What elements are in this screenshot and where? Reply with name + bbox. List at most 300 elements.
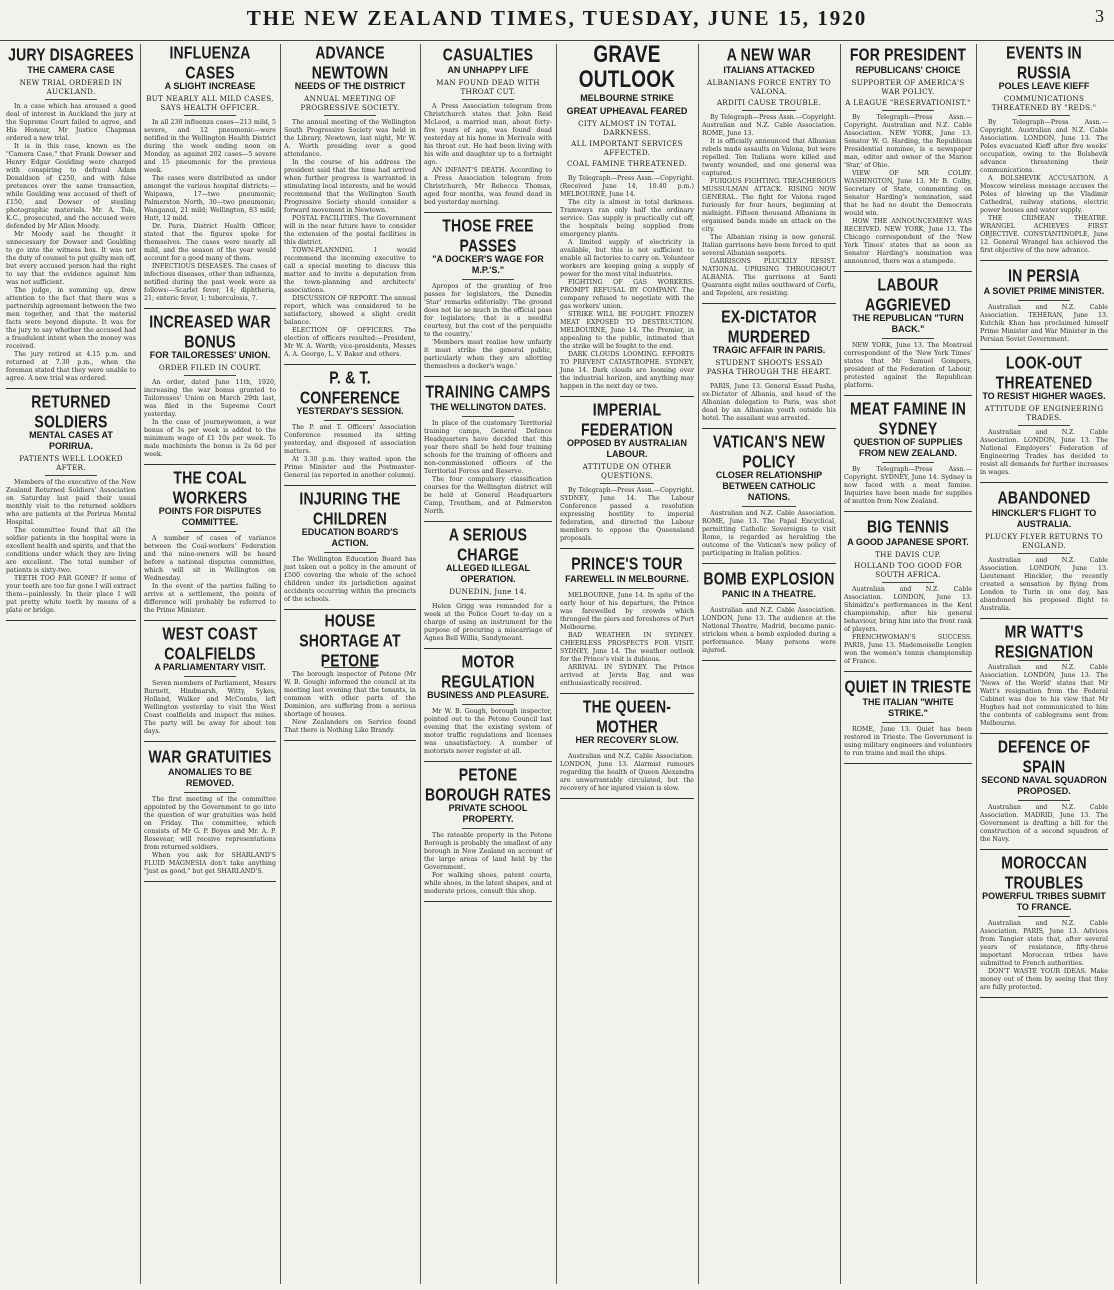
article-divider	[424, 761, 552, 762]
article-headline: MOROCCAN TROUBLES	[1001, 852, 1087, 892]
article	[844, 46, 972, 272]
article-subheading: ALBANIANS FORCE ENTRY TO VALONA.	[706, 78, 831, 96]
article-body	[6, 479, 136, 615]
article-subheading: MELBOURNE STRIKE	[580, 93, 674, 103]
article-divider	[844, 271, 972, 272]
article-divider	[702, 303, 836, 304]
article-subheading: SECOND NAVAL SQUADRON PROPOSED.	[981, 775, 1107, 796]
article-paragraph: FURIOUS FIGHTING. TREACHEROUS MUSSULMAN ATTACK. RISING NOW GENERAL. The fight for Valona raged furiously for four hours, beginning at midnight. Fifteen thousand Albanians in organised bands made an attack on the city.	[702, 178, 836, 233]
headline-separator	[1018, 553, 1069, 554]
article-divider	[980, 482, 1108, 483]
article-paragraph: TEETH TOO FAR GONE? If some of your teeth are too far gone I will extract them—painlessly. In their place I will put pretty white teeth by means of a plate or bridge.	[6, 575, 136, 614]
column-6	[700, 42, 838, 1286]
article-headline: PETONE BOROUGH RATES	[424, 764, 551, 804]
article-divider	[702, 428, 836, 429]
article-paragraph: HOW THE ANNOUNCEMENT WAS RECEIVED. NEW YORK, June 13. The Chicago correspondent of the 'New York Times' states that as soon as Senator Harding's nomination was announced, there was a stampede.	[844, 218, 972, 265]
article-headline: THE QUEEN-MOTHER	[582, 696, 672, 736]
article-subheading: ATTITUDE ON OTHER QUESTIONS.	[582, 462, 672, 480]
article	[844, 518, 972, 672]
headline-separator	[45, 99, 97, 100]
article-body	[424, 832, 552, 896]
article-body	[6, 103, 136, 383]
article-paragraph: NEW YORK, June 13. The Montreal correspondent of the 'New York Times' states that Mr Samuel Gompers, president of the Federation of Labour, protested against the Republican platform.	[844, 342, 972, 389]
article-subheading: A LEAGUE "RESERVATIONIST."	[845, 98, 971, 107]
article-body	[144, 796, 276, 876]
article-paragraph: Apropos of the granting of free passes for legislators, the Dunedin 'Star' remarks editorially: 'The ground does not lie so much in the official pass for legislators; that is a needful courtesy, but the cost of the perquisite to the country.'	[424, 283, 552, 338]
article-subheading: PANIC IN A THEATRE.	[722, 589, 816, 599]
article-paragraph: Australian and N.Z. Cable Association. LONDON, June 13. Lieutenant Hinckler, the recently created a sensation by flying from London to Turin in one day, has abandoned his proposed flight to Australia.	[980, 557, 1108, 612]
article-headline: INFLUENZA CASES	[169, 42, 251, 82]
article-body	[980, 920, 1108, 992]
article-subheading: ORDER FILED IN COURT.	[158, 363, 262, 372]
article-body	[702, 114, 836, 298]
article-headline: GRAVE OUTLOOK	[578, 42, 676, 93]
article-subheading: COAL FAMINE THREATENED.	[567, 159, 687, 168]
headline-separator	[1018, 800, 1069, 801]
article-paragraph: The committee found that all the soldier patients in the hospital were in excellent health and spirits, and that the conditions under which they are living are excellent. The total number of patients is sixty-two.	[6, 527, 136, 574]
article-paragraph: By Telegraph—Press Assn.—Copyright. SYDNEY, June 14. The Labour Conference passed a resolution expressing hostility to imperial federation, and directed the Labour members to oppose the Queensland proposals.	[560, 487, 694, 542]
article	[424, 383, 552, 522]
article-subheading: DUNEDIN, June 14.	[449, 587, 527, 596]
article-paragraph: The judge, in summing up, drew attention to the fact that there was a partnership agreement between the two men together, and that the material facts were beyond dispute. It was for the jury to say whether the accused had a fraudulent intent when the money was received.	[6, 287, 136, 350]
article	[844, 398, 972, 512]
headline-separator	[324, 420, 377, 421]
headline-separator	[1018, 115, 1069, 116]
article-subheading: CLOSER RELATIONSHIP BETWEEN CATHOLIC NATIONS.	[715, 470, 823, 502]
article-divider	[560, 548, 694, 549]
article-body	[702, 510, 836, 558]
article-paragraph: New Zealanders on Service found That there is Nothing Like Brandy.	[284, 719, 416, 734]
article	[6, 391, 136, 621]
column-rule	[698, 44, 699, 1284]
article	[702, 570, 836, 661]
headline-separator	[462, 99, 513, 100]
article-body	[424, 420, 552, 516]
article-paragraph: Members of the executive of the New Zealand Returned Soldiers' Association on Saturday last paid their usual monthly visit to the returned soldiers who are patients at the Porirua Mental Hospital.	[6, 479, 136, 526]
article	[980, 489, 1108, 619]
article-headline: QUIET IN TRIESTE	[844, 676, 972, 696]
article-divider	[844, 763, 972, 764]
article	[560, 399, 694, 549]
headline-separator	[742, 506, 796, 507]
article-subheading: EDUCATION BOARD'S ACTION.	[301, 527, 399, 548]
article-divider	[144, 464, 276, 465]
article	[284, 610, 416, 741]
column-5	[558, 42, 696, 1286]
article-body	[424, 283, 552, 371]
article-body	[284, 556, 416, 604]
article-divider	[144, 881, 276, 882]
article	[980, 352, 1108, 483]
article	[144, 42, 276, 309]
headline-separator	[1018, 300, 1069, 301]
article	[560, 555, 694, 694]
column-rule	[840, 44, 841, 1284]
headline-separator	[882, 338, 933, 339]
article-divider	[702, 660, 836, 661]
headline-separator	[184, 792, 237, 793]
article-headline: IN PERSIA	[1008, 265, 1080, 285]
article-headline: ADVANCE NEWTOWN	[311, 42, 389, 82]
article-body	[844, 726, 972, 758]
article-subheading: THE WELLINGTON DATES.	[430, 402, 546, 412]
article-paragraph: THE CRIMEAN THEATRE. WRANGEL ACHIEVES FIRST OBJECTIVE. CONSTANTINOPLE, June 12. General Wrangel has achieved the first objective of the new advance.	[980, 215, 1108, 254]
headline-separator	[184, 531, 237, 532]
article-subheading: TO RESIST HIGHER WAGES.	[982, 391, 1106, 401]
article-paragraph: ROME, June 13. Quiet has been restored in Trieste. The Government is using military engineers and volunteers to run trains and mail the ships.	[844, 726, 972, 757]
article-body	[144, 535, 276, 615]
article-body	[560, 175, 694, 391]
article-body	[424, 103, 552, 207]
article-divider	[560, 798, 694, 799]
article-paragraph: 'Members must realise how unfairly it must strike the general public, particularly when they are allotting themselves a docker's wage.'	[424, 339, 552, 370]
article-subheading: PLUCKY FLYER RETURNS TO ENGLAND.	[985, 532, 1103, 550]
newspaper-title: THE NEW ZEALAND TIMES, TUESDAY, JUNE 15, 1920	[246, 6, 868, 30]
article-body	[980, 429, 1108, 477]
article-paragraph: A Press Association telegram from Christchurch states that John Reid McLeod, a married man, about forty-five years of age, was found dead yesterday at his home in Merivale with his throat cut. He had been living with his wife and daughter up to a fortnight ago.	[424, 103, 552, 166]
article-body	[844, 586, 972, 666]
article-subheading: HOLLAND TOO GOOD FOR SOUTH AFRICA.	[854, 561, 962, 579]
article-subheading: A GOOD JAPANESE SPORT.	[847, 537, 969, 547]
article-paragraph: The four compulsory classification courses for the Wellington district will be held at General Headquarters Camp, Trentham, and at Palmerston North.	[424, 476, 552, 515]
article-subheading: ANOMALIES TO BE REMOVED.	[168, 767, 252, 788]
article-headline: LOOK-OUT THREATENED	[995, 352, 1093, 392]
article-paragraph: For walking shoes, patent courts, while shoes, in the latest shapes, and at moderate prices, consult this shop.	[424, 872, 552, 895]
article	[844, 678, 972, 764]
article-body	[144, 379, 276, 459]
article-paragraph: The cases were distributed as under amongst the various hospital districts:—Waipawa, 17—two pneumonic; Palmerston North, 30—two pneumonic; Wanganui, 21 mild; Wellington, 83 mild; Hutt, 12 mild.	[144, 175, 276, 222]
headline-separator	[462, 704, 513, 705]
column-rule	[976, 44, 977, 1284]
article-subheading: STUDENT SHOOTS ESSAD PASHA THROUGH THE HEART.	[706, 358, 832, 376]
article-subheading: ANNUAL MEETING OF PROGRESSIVE SOCIETY.	[300, 94, 400, 112]
article-subheading: THE DAVIS CUP.	[875, 550, 941, 559]
article	[980, 621, 1108, 734]
headline-separator	[600, 588, 654, 589]
column-rule	[280, 44, 281, 1284]
article-headline: RETURNED SOLDIERS	[31, 391, 111, 431]
article-paragraph: A limited supply of electricity is available, but this is not sufficient to enable all factories to carry on. Volunteer workers are keeping going a supply of power for the most vital industries.	[560, 239, 694, 278]
article-paragraph: The jury retired at 4.15 p.m. and returned at 7.30 p.m., when the foreman stated that they were unable to agree. A new trial was ordered.	[6, 351, 136, 382]
article-divider	[144, 741, 276, 742]
article-subheading: HER RECOVERY SLOW.	[575, 735, 679, 745]
article-paragraph: The rateable property in the Petone Borough is probably the smallest of any borough in New Zealand on account of the large areas of land held by the Government.	[424, 832, 552, 871]
column-7	[842, 42, 974, 1286]
article-divider	[980, 849, 1108, 850]
article-subheading: ALL IMPORTANT SERVICES AFFECTED.	[571, 139, 683, 157]
article-paragraph: The annual meeting of the Wellington South Progressive Society was held in the Library, Newtown, last night, Mr W. A. Worth presiding over a good attendance.	[284, 119, 416, 158]
article-body	[284, 671, 416, 735]
article-subheading: NEEDS OF THE DISTRICT	[294, 81, 406, 91]
article-paragraph: Seven members of Parliament, Messrs Burnett, Hindmarsh, Witty, Sykes, Holland, Walker and McCombs, left Wellington yesterday to visit the West Coast coalfields and inspect the mines. The party will be away for about ten days.	[144, 680, 276, 735]
article-paragraph: Australian and N.Z. Cable Association. LONDON, June 13. Alarmist rumours regarding the health of Queen Alexandra are unwarrantably circulated, but the recovery of her injured vision is slow.	[560, 753, 694, 792]
article	[424, 651, 552, 762]
article-subheading: MENTAL CASES AT PORIRUA.	[29, 430, 113, 451]
article-subheading: HINCKLER'S FLIGHT TO AUSTRALIA.	[991, 508, 1097, 529]
article-subheading: THE CAMERA CASE	[27, 65, 115, 75]
article-body	[980, 557, 1108, 613]
article-body	[144, 119, 276, 303]
article-subheading: TRAGIC AFFAIR IN PARIS.	[712, 345, 826, 355]
article-headline: VATICAN'S NEW POLICY	[713, 431, 825, 471]
article	[980, 852, 1108, 998]
column-4	[422, 42, 554, 1286]
headline-separator	[882, 582, 933, 583]
article-paragraph: An order, dated June 11th, 1920, increasing the war bonus granted to Tailoresses' Union on March 29th last, was filed in the Supreme Court yesterday.	[144, 379, 276, 418]
article-subheading: AN UNHAPPY LIFE	[447, 65, 529, 75]
headline-separator	[600, 483, 654, 484]
article-headline: HOUSE SHORTAGE AT PETONE	[299, 610, 401, 670]
article-divider	[844, 395, 972, 396]
article	[144, 311, 276, 465]
article-paragraph: VIEW OF MR COLBY. WASHINGTON, June 13. Mr B. Colby, Secretary of State, commenting on Senator Harding's nomination, said that he had no doubt the Democrats would win.	[844, 170, 972, 217]
article-divider	[6, 620, 136, 621]
article-divider	[284, 364, 416, 365]
article-paragraph: When you ask for SHARLAND'S FLUID MAGNESIA don't take anything "just as good," but get SHARLAND'S.	[144, 852, 276, 875]
article-subheading: POINTS FOR DISPUTES COMMITTEE.	[158, 506, 262, 527]
headline-separator	[184, 676, 237, 677]
article	[844, 274, 972, 396]
article-divider	[424, 521, 552, 522]
headline-separator	[600, 171, 654, 172]
article-headline: A SERIOUS CHARGE	[448, 524, 528, 564]
article	[702, 306, 836, 429]
article-headline: IMPERIAL FEDERATION	[581, 399, 673, 439]
article-paragraph: Mr Moody said he thought it unnecessary for Dowser and Goulding to go into the witness box. It was not the duty of counsel to put guilty men off, but every accused person had the right to say that the evidence against him was not sufficient.	[6, 231, 136, 286]
headline-separator	[1018, 425, 1069, 426]
headline-separator	[742, 110, 796, 111]
article-divider	[6, 388, 136, 389]
article-subheading: THE ITALIAN "WHITE STRIKE."	[862, 697, 954, 718]
article-paragraph: DISCUSSION OF REPORT. The annual report, which was considered to be satisfactory, showed a slight credit balance.	[284, 295, 416, 326]
article-paragraph: It is in this case, known as the "Camera Case," that Frank Dowser and Henry Edgar Goulding were charged with conspiring to defraud Adam Donaldson of £250, and with false pretences over the same transaction, while Goulding was accused of theft of £150, and Dowser of stealing photographic materials. Mr. A. Tole, K.C., prosecuted, and the accused were defended by Mr Allen Moody.	[6, 143, 136, 230]
article-divider	[560, 693, 694, 694]
article-subheading: ARDITI CAUSE TROUBLE.	[716, 98, 822, 107]
article-paragraph: DON'T WASTE YOUR IDEAS. Make money out of them by seeing that they are fully protected.	[980, 968, 1108, 991]
article-paragraph: The Albanian rising is now general. Italian garrisons have been forced to quit several Albanian seaports.	[702, 234, 836, 257]
article-divider	[702, 563, 836, 564]
article-paragraph: Australian and N.Z. Cable Association. PARIS, June 13. Advices from Tangier state that, after several years of resistance, fifty-three important Moroccan tribes have submitted to French authorities.	[980, 920, 1108, 967]
headline-separator	[184, 375, 237, 376]
article	[560, 696, 694, 799]
headline-separator	[882, 462, 933, 463]
article-paragraph: PARIS, June 13. General Essad Pasha, ex-Dictator of Albania, and head of the Albanian delegation to Paris, was shot dead by an Albanian youth outside his hotel. The assailant was arrested.	[702, 383, 836, 422]
headline-separator	[1018, 916, 1069, 917]
article-paragraph: Australian and N.Z. Cable Association. ROME, June 13. The Papal Encyclical, permitting Catholic Sovereigns to visit Rome, is regarded as heralding the outcome of the Vatican's new policy of participating in Italian politics.	[702, 510, 836, 557]
article-body	[980, 804, 1108, 844]
article-paragraph: In place of the customary Territorial training camps, General Defence Headquarters have decided that this year there shall be held four training schools for the training of officers and non-commissioned officers of the Territorial Forces and Reserve.	[424, 420, 552, 475]
article-paragraph: ELECTION OF OFFICERS. The election of officers resulted:—President, Mr W. A. Worth; vice-presidents, Messrs A. A. George, L. V. Baker and others.	[284, 327, 416, 358]
article-subheading: OPPOSED BY AUSTRALIAN LABOUR.	[566, 438, 687, 459]
article-divider	[424, 376, 552, 377]
article-subheading: SUPPORTER OF AMERICA'S WAR POLICY.	[851, 78, 965, 96]
article-paragraph: POSTAL FACILITIES. The Government will in the near future have to consider the extension of the postal facilities in this district.	[284, 215, 416, 246]
article	[284, 42, 416, 365]
article-subheading: BUT NEARLY ALL MILD CASES, SAYS HEALTH OFFICER.	[146, 94, 274, 112]
article-divider	[844, 511, 972, 512]
column-1	[4, 42, 138, 1286]
headline-separator	[742, 379, 796, 380]
article-body	[424, 603, 552, 643]
article-headline: MOTOR REGULATION	[441, 651, 535, 691]
article-paragraph: In a case which has aroused a good deal of interest in Auckland the jury at the Supreme Court failed to agree, and His Honour, Mr Justice Chapman ordered a new trial.	[6, 103, 136, 142]
article-body	[424, 708, 552, 756]
article-paragraph: A BOLSHEVIK ACCUSATION. A Moscow wireless message accuses the Poles of blowing up the Vladimir Cathedral, railway stations, electric power houses and water supply.	[980, 175, 1108, 214]
article	[560, 42, 694, 397]
article	[424, 46, 552, 213]
article-paragraph: INFECTIOUS DISEASES. The cases of infectious diseases, other than influenza, notified during the past week were as follows:—Scarlet fever, 14; diphtheria, 21; enteric fever, 1; tuberculosis, 7.	[144, 263, 276, 302]
article-divider	[980, 260, 1108, 261]
article-subheading: FOR TAILORESSES' UNION.	[149, 350, 271, 360]
article	[424, 524, 552, 649]
article-headline: INJURING THE CHILDREN	[299, 488, 401, 528]
article-paragraph: The city is almost in total darkness. Tramways ran only half the ordinary service. Gas supply is practically cut off, the hospitals being supplied from emergency plants.	[560, 199, 694, 238]
article-subheading: CITY ALMOST IN TOTAL DARKNESS.	[578, 119, 676, 137]
article-paragraph: The first meeting of the committee appointed by the Government to go into the question of war gratuities was held on Friday. The committee, which consists of Mr G. P. Boyes and Mr. A. P. Rosevear, will receive representations from returned soldiers.	[144, 796, 276, 851]
article-subheading: A SLIGHT INCREASE	[164, 81, 256, 91]
article-paragraph: TOWN-PLANNING. I would recommend the incoming executive to call a special meeting to discuss this matter and to invite a deputation from the town-planning and architects' associations.	[284, 247, 416, 294]
article-paragraph: In the case of journeywomen, a war bonus of 3s per week is added to the minimum wage of £1 10s per week. To male machinists the bonus is 2s 6d per week.	[144, 419, 276, 458]
column-rule	[140, 44, 141, 1284]
article-body	[844, 114, 972, 266]
article-subheading: BUSINESS AND PLEASURE.	[427, 690, 549, 700]
article-headline: PRINCE'S TOUR	[571, 553, 683, 573]
article-headline: DEFENCE OF SPAIN	[997, 736, 1091, 776]
article-paragraph: Australian and N.Z. Cable Association. LONDON, June 13. The audience at the National Theatre, Madrid, became panic-stricken when a bomb exploded during a performance. Many persons were injured.	[702, 607, 836, 654]
article-body	[980, 664, 1108, 728]
article-headline: WAR GRATUITIES	[148, 746, 272, 766]
headline-separator	[184, 115, 237, 116]
article-divider	[284, 485, 416, 486]
article-body	[284, 424, 416, 480]
article-paragraph: By Telegraph—Press Assn.—Copyright. Australian and N.Z. Cable Association. LONDON, June 13. The Poles evacuated Kieff after five weeks' occupation, owing to the Bolshevik advance threatening their communications.	[980, 119, 1108, 174]
article-headline: FOR PRESIDENT	[849, 44, 967, 64]
masthead	[0, 0, 1114, 41]
article-headline: CASUALTIES	[442, 44, 534, 64]
article	[284, 488, 416, 610]
headline-separator	[742, 603, 796, 604]
headline-separator	[324, 115, 377, 116]
headline-separator	[462, 828, 513, 829]
headline-separator	[600, 749, 654, 750]
article-subheading: A SOVIET PRIME MINISTER.	[983, 286, 1105, 296]
article-body	[980, 304, 1108, 344]
article-divider	[980, 733, 1108, 734]
article-paragraph: AN INFANT'S DEATH. According to a Press Association telegram from Christchurch, Mr Rebecca Thomas, aged four months, was found dead in bed yesterday morning.	[424, 167, 552, 206]
column-rule	[420, 44, 421, 1284]
article-headline: MR WATT'S RESIGNATION	[994, 621, 1094, 661]
article-divider	[144, 308, 276, 309]
article-subheading: NEW TRIAL ORDERED IN AUCKLAND.	[19, 78, 123, 96]
article	[144, 623, 276, 742]
article-subheading: FAREWELL IN MELBOURNE.	[565, 574, 689, 584]
article-body	[284, 119, 416, 359]
article-divider	[980, 618, 1108, 619]
article-paragraph: Australian and N.Z. Cable Association. LONDON, June 13. The 'News of the World' states that Mr Watt's resignation from the Federal Cabinet was due to his view that Mr Hughes had not communicated to him the contents of cablegrams sent from Melbourne.	[980, 664, 1108, 727]
article-subheading: MAN FOUND DEAD WITH THROAT CUT.	[436, 78, 540, 96]
article	[980, 42, 1108, 261]
article-subheading: COMMUNICATIONS THREATENED BY "REDS."	[991, 94, 1097, 112]
article-body	[980, 119, 1108, 255]
article	[284, 367, 416, 486]
article-divider	[844, 671, 972, 672]
article	[702, 431, 836, 564]
article-paragraph: A number of cases of variance between the Coal-workers' Federation and the mine-owners will be heard before a national disputes committee, which will sit in Wellington on Wednesday.	[144, 535, 276, 582]
column-2	[142, 42, 278, 1286]
article-paragraph: Helen Grigg was remanded for a week at the Police Court to-day on a charge of using an instrument for the purpose of procuring a miscarriage of Agnes Bell Willis, Sandymount.	[424, 603, 552, 642]
article-subheading: PRIVATE SCHOOL PROPERTY.	[448, 803, 528, 824]
article-headline: P. & T. CONFERENCE	[299, 367, 400, 407]
article	[702, 46, 836, 304]
article-headline: EX-DICTATOR MURDERED	[721, 306, 817, 346]
article-paragraph: Mr W. B. Gough, borough inspector, pointed out to the Petone Council last evening that the existing system of motor traffic regulations and licenses was unsatisfactory. A number of motorists never register at all.	[424, 708, 552, 755]
article-paragraph: In all 230 influenza cases—213 mild, 5 severe, and 12 pneumonic—were notified in the Wellington Health District during the week ending noon on Monday, as against 202 cases—5 severe and 15 pneumonic for the previous week.	[144, 119, 276, 174]
article-paragraph: By Telegraph—Press Assn.—Copyright. Australian and N.Z. Cable Association. NEW YORK, June 13. Senator W. G. Harding, the Republican Presidential nominee, is a newspaper man, editor and owner of the Marion 'Star,' of Ohio.	[844, 114, 972, 169]
article-subheading: GREAT UPHEAVAL FEARED	[566, 106, 688, 116]
article-divider	[424, 901, 552, 902]
article-headline: THOSE FREE PASSES	[442, 215, 534, 255]
article-subheading: PATIENTS WELL LOOKED AFTER.	[19, 454, 123, 472]
article-paragraph: Australian and N.Z. Cable Association. LONDON, June 13. The National Employers' Federation of Engineering Trades has decided to resist all demands for further increases in wages.	[980, 429, 1108, 476]
article-headline: LABOUR AGGRIEVED	[865, 274, 951, 314]
article-paragraph: By Telegraph—Press Assn.—Copyright. Australian and N.Z. Cable Association. ROME, June 13.	[702, 114, 836, 137]
article-headline: THE COAL WORKERS	[172, 467, 248, 507]
headline-separator	[882, 110, 933, 111]
column-3	[282, 42, 418, 1286]
article-body	[702, 607, 836, 655]
headline-separator	[462, 416, 513, 417]
article-headline: BOMB EXPLOSION	[703, 568, 835, 588]
article-paragraph: At 3.30 p.m. they waited upon the Prime Minister and the Postmaster-General (as reported in another column).	[284, 456, 416, 479]
article	[6, 46, 136, 389]
article-paragraph: BAD WEATHER IN SYDNEY. CHEERLESS PROSPECTS FOR VISIT. SYDNEY, June 14. The weather outlook for the Prince's visit is dubious.	[560, 632, 694, 663]
article-subheading: ATTITUDE OF ENGINEERING TRADES.	[984, 404, 1104, 422]
article-divider	[424, 212, 552, 213]
article-paragraph: MELBOURNE, June 14. In spite of the early hour of his departure, the Prince was farewelled by crowds which thronged the piers and foreshores of Port Melbourne.	[560, 592, 694, 631]
article-paragraph: The borough inspector of Petone (Mr W. B. Gough) informed the council at its meeting last evening that the tenants, in common with other parts of the Dominion, are suffering from a serious shortage of houses.	[284, 671, 416, 718]
article-headline: TRAINING CAMPS	[425, 381, 551, 401]
article-subheading: THE REPUBLICAN "TURN BACK."	[852, 313, 964, 334]
article-subheading: REPUBLICANS' CHOICE	[855, 65, 961, 75]
article-headline: MEAT FAMINE IN SYDNEY	[849, 398, 967, 438]
article-divider	[980, 349, 1108, 350]
headline-separator	[45, 475, 97, 476]
headline-separator	[462, 599, 513, 600]
article-subheading: ALLEGED ILLEGAL OPERATION.	[446, 563, 530, 584]
article-paragraph: Dr. Paris, District Health Officer, stated that the figures spoke for themselves. The cases were nearly all mild, and the season of the year would account for a good many of them.	[144, 223, 276, 262]
article-subheading: A PARLIAMENTARY VISIT.	[154, 662, 266, 672]
article-paragraph: Australian and N.Z. Cable Association. MADRID, June 13. The Government is drafting a bill for the construction of a second squadron of the Navy.	[980, 804, 1108, 843]
article-body	[560, 592, 694, 688]
article	[424, 764, 552, 902]
article-subheading: YESTERDAY'S SESSION.	[296, 406, 404, 416]
article-body	[702, 383, 836, 423]
article-headline: A NEW WAR	[726, 44, 812, 64]
article-paragraph: By Telegraph—Press Assn.—Copyright. (Received June 14, 10.40 p.m.) MELBOURNE, June 14.	[560, 175, 694, 198]
article-body	[844, 342, 972, 390]
column-8	[978, 42, 1110, 1286]
article-paragraph: In the course of his address the president said that the time had arrived when further progress is warranted in stimulating local interests, and he would recommend that the Wellington South Progressive Society should consider a forward movement in Newtown.	[284, 159, 416, 214]
article-headline: ABANDONED	[997, 487, 1091, 507]
article-paragraph: ARRIVAL IN SYDNEY. The Prince arrived at Jervis Bay, and was enthusiastically received.	[560, 664, 694, 687]
article-body	[560, 753, 694, 793]
article-paragraph: FRENCHWOMAN'S SUCCESS. PARIS, June 13. Mademoiselle Lenglen won the women's tennis championship of France.	[844, 634, 972, 665]
article-divider	[980, 997, 1108, 998]
headline-separator	[882, 722, 933, 723]
article-paragraph: The Wellington Education Board has just taken out a policy in the amount of £500 covering the whole of the school children under its jurisdiction against accidents occurring within the precincts of the schools.	[284, 556, 416, 603]
article-paragraph: STRIKE WILL BE FOUGHT. FROZEN MEAT EXPOSED TO DESTRUCTION. MELBOURNE, June 14. The Premier, in appealing to the public, intimated that the strike will be fought to the end.	[560, 311, 694, 350]
headline-separator	[462, 279, 513, 280]
